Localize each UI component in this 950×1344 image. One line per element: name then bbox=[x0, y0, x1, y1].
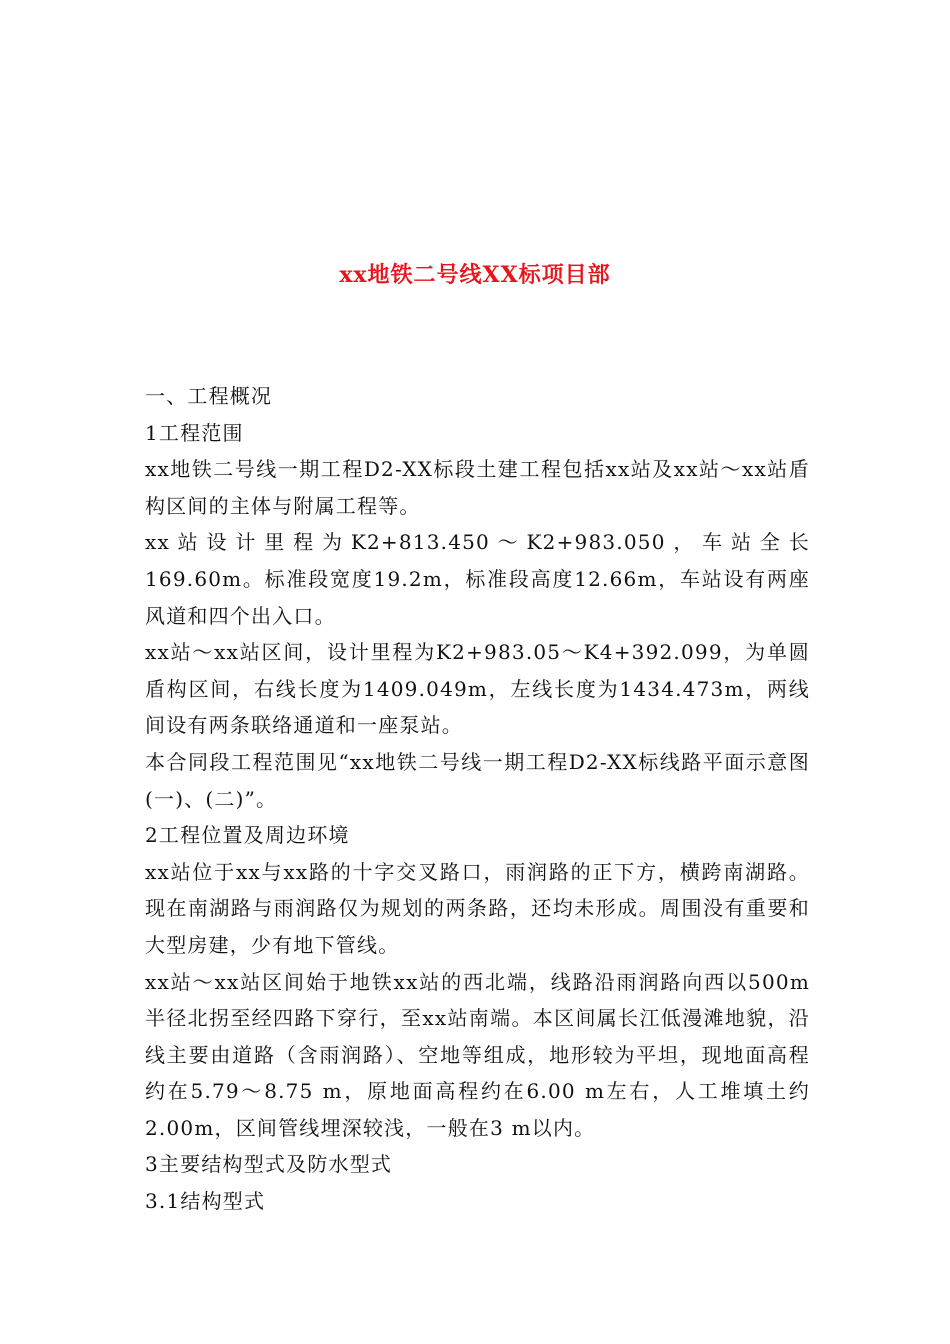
subsection-heading: 3主要结构型式及防水型式 bbox=[145, 1152, 393, 1177]
paragraph: xx站位于xx与xx路的十字交叉路口，雨润路的正下方，横跨南湖路。现在南湖路与雨润路仅为规划的两条路，还均未形成。周围没有重要和大型房建，少有地下管线。 bbox=[145, 859, 810, 957]
subsection-heading: 2工程位置及周边环境 bbox=[145, 823, 350, 848]
subsection-heading: 3.1结构型式 bbox=[145, 1189, 266, 1214]
paragraph: xx地铁二号线一期工程D2-XX标段土建工程包括xx站及xx站～xx站盾构区间的主体与附属工程等。 bbox=[145, 457, 810, 518]
document-title: xx地铁二号线XX标项目部 bbox=[339, 262, 611, 288]
paragraph: xx站设计里程为K2+813.450～K2+983.050，车站全长169.60m。标准段宽度19.2m，标准段高度12.66m，车站设有两座风道和四个出入口。 bbox=[145, 530, 810, 628]
paragraph: xx站～xx站区间始于地铁xx站的西北端，线路沿雨润路向西以500m半径北拐至经四路下穿行，至xx站南端。本区间属长江低漫滩地貌，沿线主要由道路（含雨润路）、空地等组成，地形较为平坦，现地面高程约在5.79～8.75 m，原地面高程约在6.00 m左右，人工堆填土约2.00m，区间管线埋深较浅，一般在3 m以内。 bbox=[145, 969, 810, 1140]
subsection-heading: 1工程范围 bbox=[145, 420, 244, 445]
section-heading: 一、工程概况 bbox=[145, 384, 273, 408]
document-body bbox=[145, 378, 810, 1220]
paragraph: 本合同段工程范围见“xx地铁二号线一期工程D2-XX标线路平面示意图(一)、(二)”。 bbox=[145, 749, 810, 811]
paragraph: xx站～xx站区间，设计里程为K2+983.05～K4+392.099，为单圆盾构区间，右线长度为1409.049m，左线长度为1434.473m，两线间设有两条联络通道和一座泵站。 bbox=[145, 640, 810, 738]
